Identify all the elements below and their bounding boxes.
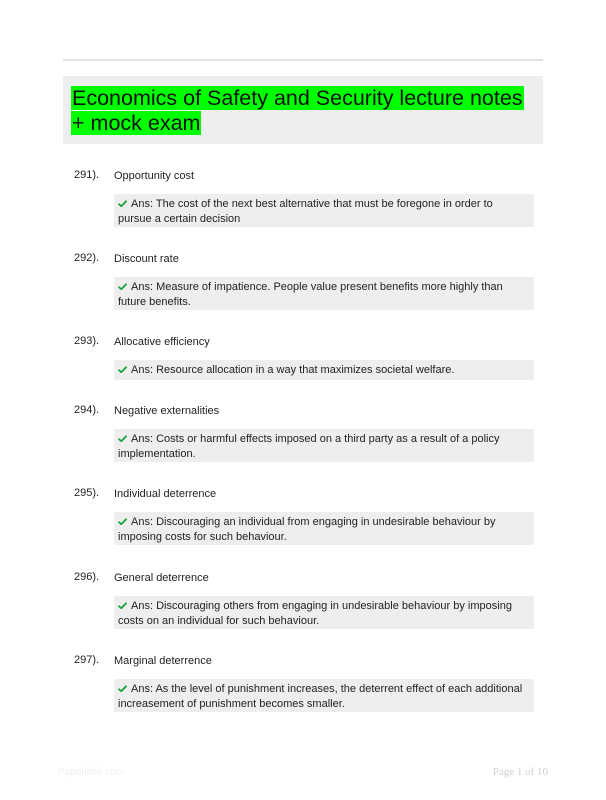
page-indicator: Page 1 of 10: [492, 766, 548, 778]
answer-text: The cost of the next best alternative that must be foregone in order to pursue a certain decision: [118, 198, 493, 225]
checkmark-icon: [118, 200, 127, 207]
checkmark-icon: [118, 283, 127, 290]
question-text: Opportunity cost: [114, 170, 195, 182]
answer-prefix: Ans:: [131, 600, 157, 612]
answer-prefix: Ans:: [131, 198, 156, 210]
question-number: 296).: [74, 571, 100, 583]
question-text: Individual deterrence: [114, 488, 217, 500]
answer-prefix: Ans:: [131, 364, 157, 376]
answer-box: [114, 429, 534, 462]
question-text: Negative externalities: [114, 405, 220, 417]
answer-text: As the level of punishment increases, the deterrent effect of each additional increasement of punishment becomes smaller.: [118, 683, 523, 710]
question-text: General deterrence: [114, 572, 209, 584]
question-number: 295).: [74, 487, 100, 499]
answer-text: Discouraging others from engaging in undesirable behaviour by imposing costs on an individual for such behaviour.: [118, 600, 512, 627]
top-divider: [63, 59, 543, 61]
answer-box: [114, 512, 534, 545]
answer-prefix: Ans:: [131, 683, 156, 695]
answer-prefix: Ans:: [131, 281, 157, 293]
document-title: Economics of Safety and Security lecture notes + mock exam: [72, 86, 523, 135]
question-text: Allocative efficiency: [114, 336, 210, 348]
answer-text: Measure of impatience. People value present benefits more highly than future benefits.: [118, 281, 503, 308]
answer-box: [114, 194, 534, 227]
answer-text: Costs or harmful effects imposed on a third party as a result of a policy implementation.: [118, 433, 500, 460]
question-number: 292).: [74, 252, 100, 264]
question-number: 294).: [74, 404, 100, 416]
checkmark-icon: [118, 602, 127, 609]
answer-prefix: Ans:: [131, 433, 157, 445]
answer-box: [114, 596, 534, 629]
checkmark-icon: [118, 366, 127, 373]
question-text: Discount rate: [114, 253, 179, 265]
question-number: 291).: [74, 169, 100, 181]
answer-box: [114, 277, 534, 310]
checkmark-icon: [118, 435, 127, 442]
question-text: Marginal deterrence: [114, 655, 212, 667]
question-number: 293).: [74, 335, 100, 347]
checkmark-icon: [118, 685, 127, 692]
answer-text: Resource allocation in a way that maximizes societal welfare.: [156, 364, 455, 376]
answer-prefix: Ans:: [131, 516, 157, 528]
answer-box: [114, 360, 534, 380]
question-number: 297).: [74, 654, 100, 666]
footer-watermark: Paperlittle.com: [58, 767, 125, 778]
answer-box: [114, 679, 534, 712]
checkmark-icon: [118, 518, 127, 525]
answer-text: Discouraging an individual from engaging in undesirable behaviour by imposing costs for such behaviour.: [118, 516, 496, 543]
title-banner: [63, 76, 543, 144]
